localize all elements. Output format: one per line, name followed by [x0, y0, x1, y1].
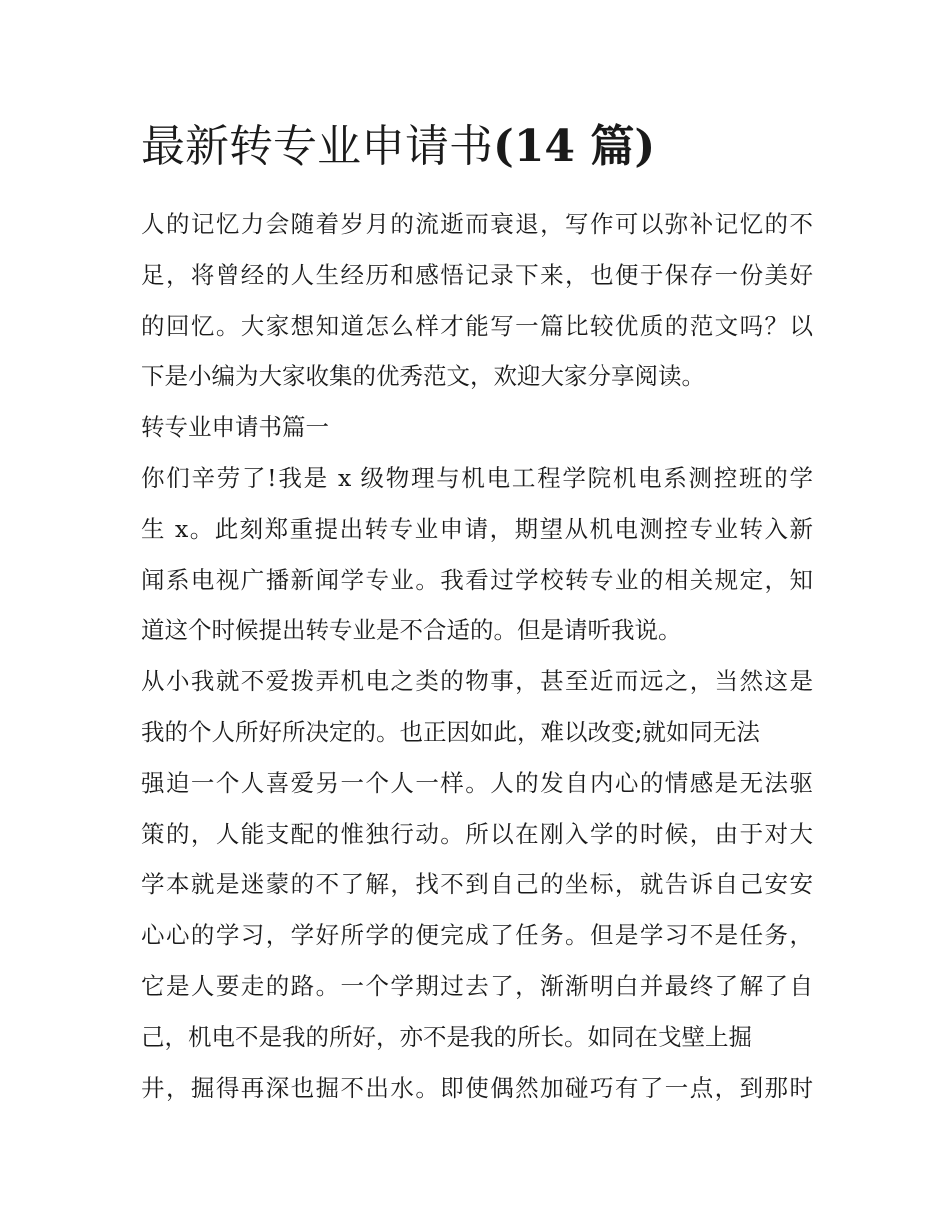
title-suffix: (14 篇): [493, 121, 656, 172]
text-line: 闻系电视广播新闻学专业。我看过学校转专业的相关规定，知: [141, 565, 813, 594]
text-line: 生 x。此刻郑重提出转专业申请，期望从机电测控专业转入新: [141, 514, 813, 543]
section-heading-text: 转专业申请书篇一: [141, 413, 329, 442]
text-line: 强迫一个人喜爱另一个人一样。人的发自内心的情感是无法驱: [141, 768, 813, 797]
section-heading: [141, 402, 813, 453]
text-line: 我的个人所好所决定的。也正因如此，难以改变;就如同无法: [141, 717, 760, 746]
text-line: 下是小编为大家收集的优秀范文，欢迎大家分享阅读。: [141, 362, 705, 391]
text-line: 它是人要走的路。一个学期过去了，渐渐明白并最终了解了自: [141, 971, 813, 1000]
body-paragraph-1: [141, 453, 813, 656]
text-line: 井，掘得再深也掘不出水。即使偶然加碰巧有了一点，到那时: [141, 1073, 813, 1102]
body-paragraph-2: [141, 656, 813, 1113]
title-main: 最新转专业申请书: [141, 121, 493, 172]
document-page: [141, 112, 813, 1113]
document-title: [141, 112, 813, 182]
text-line: 你们辛劳了!我是 x 级物理与机电工程学院机电系测控班的学: [141, 463, 813, 492]
text-line: 足，将曾经的人生经历和感悟记录下来，也便于保存一份美好: [141, 260, 813, 289]
text-line: 学本就是迷蒙的不了解，找不到自己的坐标，就告诉自己安安: [141, 870, 813, 899]
text-line: 人的记忆力会随着岁月的流逝而衰退，写作可以弥补记忆的不: [141, 210, 813, 238]
text-line: 从小我就不爱拨弄机电之类的物事，甚至近而远之，当然这是: [141, 667, 813, 696]
text-line: 己，机电不是我的所好，亦不是我的所长。如同在戈壁上掘: [141, 1022, 752, 1051]
text-line: 策的，人能支配的惟独行动。所以在刚入学的时候，由于对大: [141, 819, 813, 848]
text-line: 的回忆。大家想知道怎么样才能写一篇比较优质的范文吗？以: [141, 311, 813, 340]
intro-paragraph: [141, 199, 813, 402]
text-line: 道这个时候提出转专业是不合适的。但是请听我说。: [141, 616, 682, 645]
text-line: 心心的学习，学好所学的便完成了任务。但是学习不是任务，: [141, 921, 813, 950]
